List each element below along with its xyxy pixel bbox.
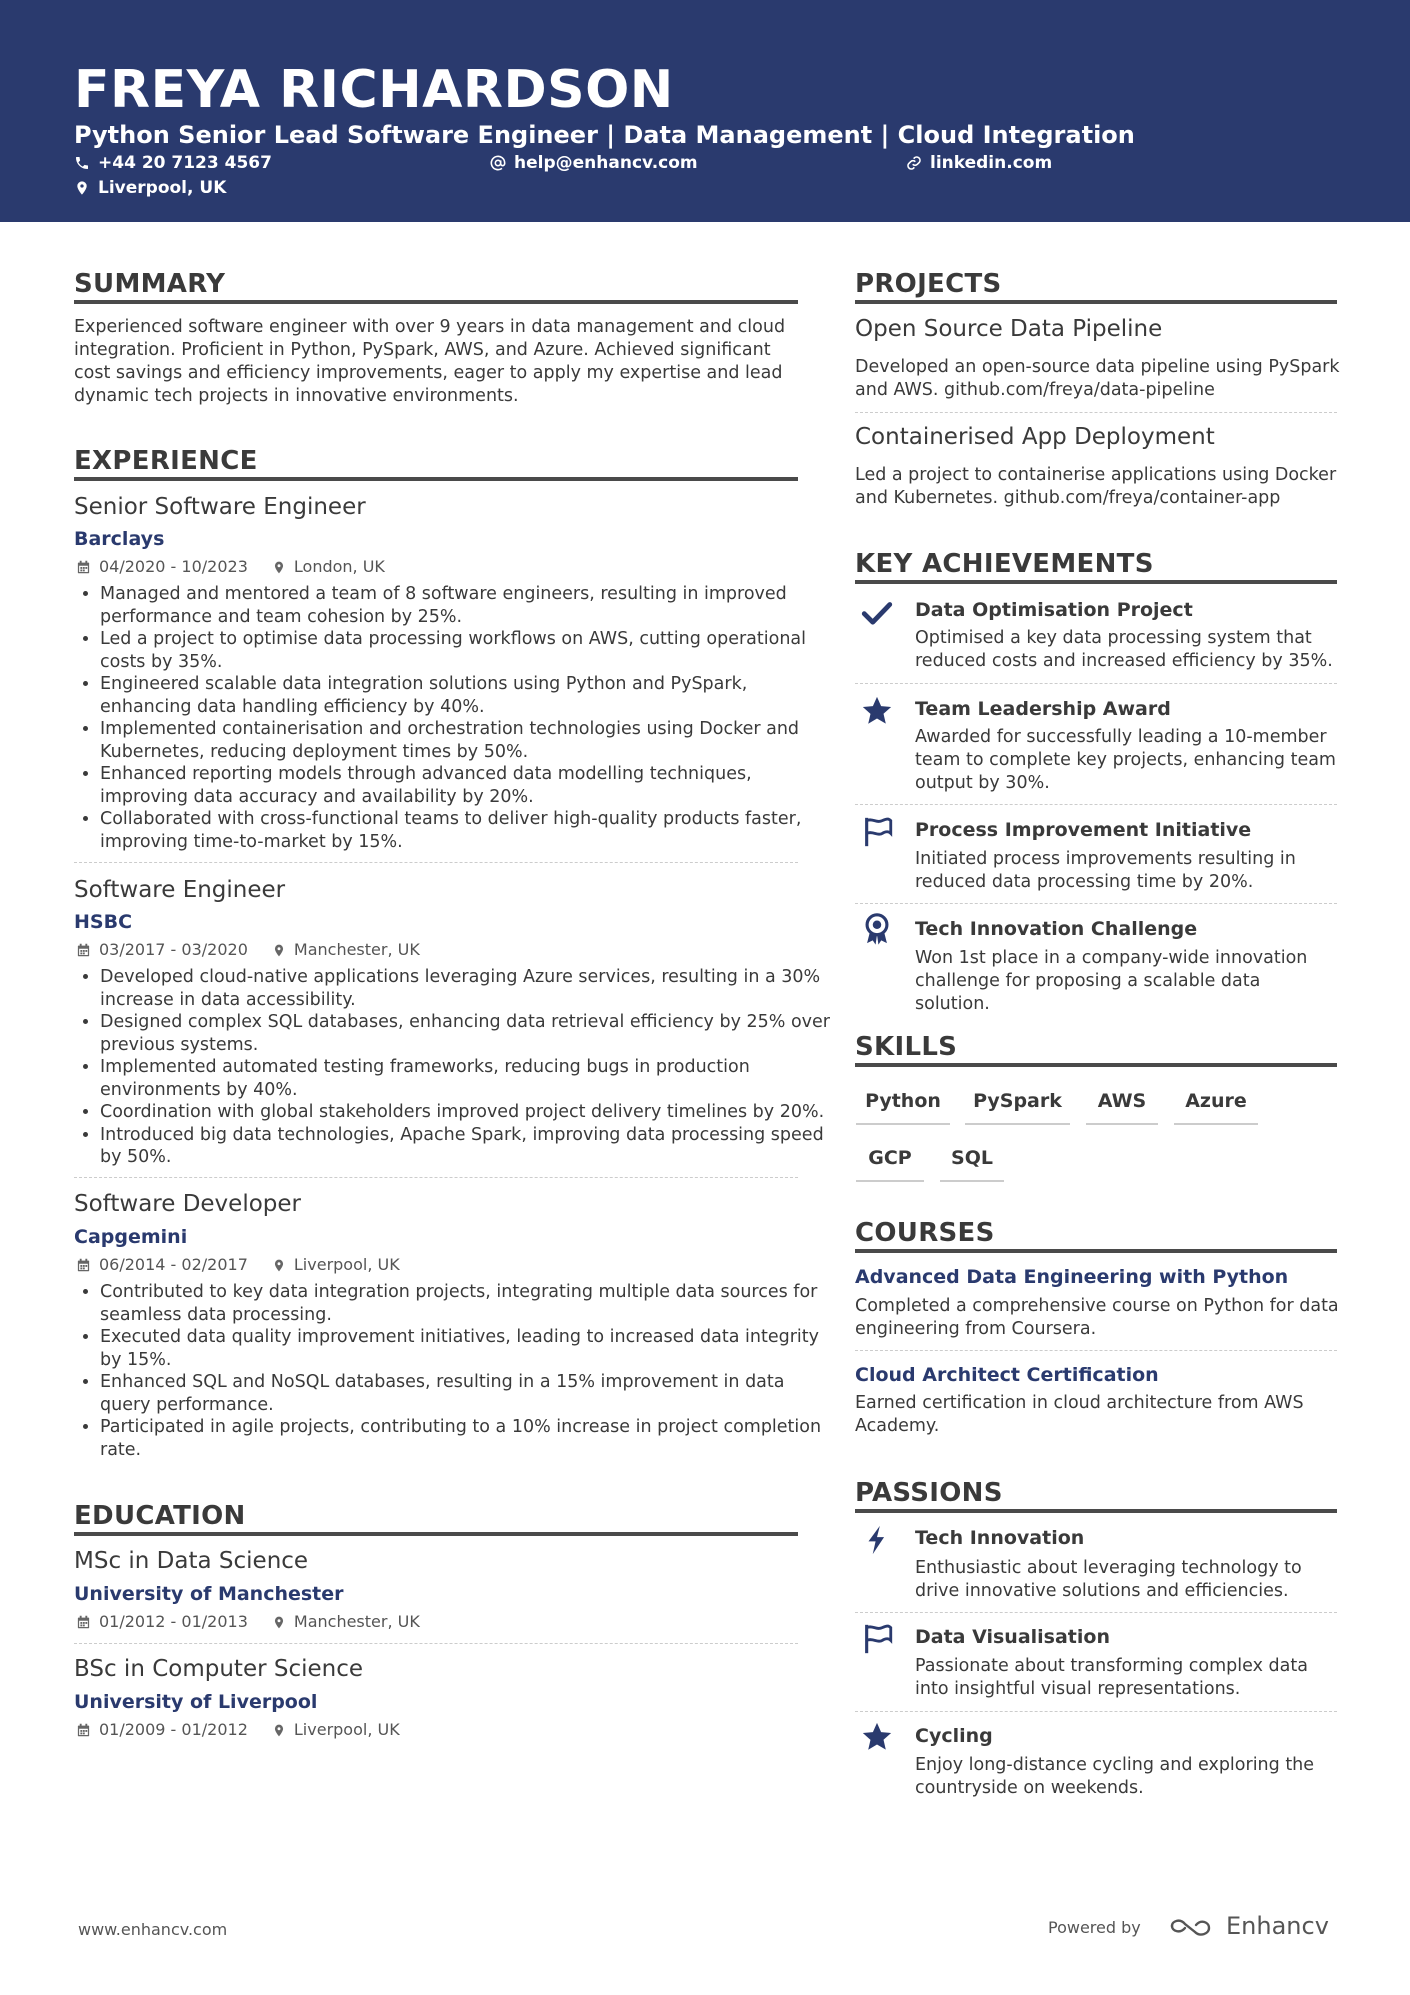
phone-contact[interactable] (74, 152, 272, 174)
achievement-desc: Optimised a key data processing system that reduced costs and increased efficiency by 35%. (915, 628, 1333, 671)
candidate-title: Python Senior Lead Software Engineer | Data Management | Cloud Integration (74, 121, 1135, 149)
school-name: University of Manchester (74, 1583, 344, 1605)
education-rule (74, 1532, 798, 1536)
calendar-icon (76, 1722, 91, 1738)
achievements-heading: KEY ACHIEVEMENTS (855, 549, 1154, 579)
job-bullet: • Implemented automated testing frameworks, reducing bugs in production environments by 40%. (100, 1056, 830, 1101)
skill-tag: AWS (1086, 1089, 1158, 1125)
job-bullet: • Coordination with global stakeholders improved project delivery timelines by 20%. (100, 1101, 830, 1124)
map-pin-icon (74, 179, 90, 197)
divider (74, 862, 798, 863)
achievement-desc: Won 1st place in a company-wide innovation challenge for proposing a scalable data solution. (915, 948, 1308, 1014)
job-bullet: • Led a project to optimise data processing workflows on AWS, cutting operational costs by 35%. (100, 628, 830, 673)
company-name: Barclays (74, 528, 165, 550)
skill-tag: GCP (856, 1146, 924, 1182)
email-text: help@enhancv.com (514, 153, 698, 173)
job-bullet: • Designed complex SQL databases, enhancing data retrieval efficiency by 25% over previous systems. (100, 1011, 830, 1056)
courses-rule (855, 1249, 1337, 1253)
calendar-icon (76, 1257, 91, 1273)
job-bullets (74, 1281, 830, 1461)
education-meta (76, 1720, 400, 1740)
achievement-title: Team Leadership Award (915, 698, 1171, 720)
projects-heading: PROJECTS (855, 269, 1002, 299)
email-contact[interactable] (490, 152, 698, 174)
footer-brand-name: Enhancv (1226, 1912, 1329, 1940)
course-title: Advanced Data Engineering with Python (855, 1266, 1289, 1288)
education-dates: 01/2009 - 01/2012 (99, 1720, 248, 1739)
flag-icon (861, 815, 895, 849)
phone-text: +44 20 7123 4567 (98, 153, 272, 173)
projects-rule (855, 300, 1337, 304)
divider (74, 1177, 798, 1178)
degree-title: MSc in Data Science (74, 1548, 309, 1574)
job-location (272, 940, 420, 960)
divider (855, 804, 1337, 805)
passion-title: Data Visualisation (915, 1626, 1110, 1648)
experience-heading: EXPERIENCE (74, 446, 258, 476)
passion-desc: Enjoy long-distance cycling and exploring the countryside on weekends. (915, 1755, 1315, 1798)
education-dates: 01/2012 - 01/2013 (99, 1612, 248, 1631)
footer-brand[interactable] (1168, 1912, 1329, 1940)
divider (855, 412, 1337, 413)
education-location-text: Liverpool, UK (293, 1720, 400, 1739)
map-pin-icon (272, 942, 286, 959)
location-text: Liverpool, UK (98, 178, 227, 198)
degree-title: BSc in Computer Science (74, 1656, 364, 1682)
phone-icon (74, 155, 90, 171)
divider (855, 1350, 1337, 1351)
job-bullet: • Introduced big data technologies, Apache Spark, improving data processing speed by 50%. (100, 1124, 830, 1169)
at-icon (490, 155, 506, 171)
summary-text: Experienced software engineer with over 9 years in data management and cloud integration. Proficient in Python, PySpark, AWS, and Azure. Achieved significant cost savings and efficiency improvements, eager to apply my expertise and lead dynamic tech projects in innovative environments. (74, 317, 786, 406)
job-bullet: • Enhanced reporting models through advanced data modelling techniques, improving data accuracy and availability by 20%. (100, 763, 830, 808)
achievement-title: Data Optimisation Project (915, 599, 1193, 621)
course-desc: Earned certification in cloud architecture from AWS Academy. (855, 1393, 1304, 1436)
project-title: Containerised App Deployment (855, 424, 1215, 450)
map-pin-icon (272, 559, 286, 576)
job-location-text: London, UK (293, 557, 385, 576)
divider (74, 1643, 798, 1644)
job-bullet: • Engineered scalable data integration solutions using Python and PySpark, enhancing data handling efficiency by 40%. (100, 673, 830, 718)
award-ribbon-icon (860, 912, 894, 946)
skill-tag: PySpark (965, 1089, 1070, 1125)
job-location (272, 1255, 400, 1275)
map-pin-icon (272, 1722, 286, 1739)
job-location-text: Liverpool, UK (293, 1255, 400, 1274)
job-meta (76, 1255, 400, 1275)
job-dates: 03/2017 - 03/2020 (99, 940, 248, 959)
achievement-desc: Initiated process improvements resulting in reduced data processing time by 20%. (915, 849, 1296, 892)
job-bullet: • Participated in agile projects, contributing to a 10% increase in project completion rate. (100, 1416, 830, 1461)
passion-desc: Enthusiastic about leveraging technology to drive innovative solutions and efficiencies. (915, 1558, 1302, 1601)
education-meta (76, 1612, 420, 1632)
project-desc: Led a project to containerise applications using Docker and Kubernetes. github.com/freya/container-app (855, 465, 1337, 508)
job-bullets (74, 583, 830, 853)
project-desc: Developed an open-source data pipeline using PySpark and AWS. github.com/freya/data-pipeline (855, 357, 1340, 400)
skill-tag: SQL (940, 1146, 1004, 1182)
education-location-text: Manchester, UK (293, 1612, 420, 1631)
star-icon (860, 694, 894, 728)
achievement-desc: Awarded for successfully leading a 10-member team to complete key projects, enhancing team output by 30%. (915, 727, 1336, 793)
linkedin-text: linkedin.com (930, 153, 1053, 173)
lightning-icon (860, 1523, 894, 1557)
passion-title: Tech Innovation (915, 1527, 1085, 1549)
job-bullet: • Implemented containerisation and orchestration technologies using Docker and Kubernetes, reducing deployment times by 50%. (100, 718, 830, 763)
skill-tag: Python (856, 1089, 950, 1125)
job-bullet: • Collaborated with cross-functional teams to deliver high-quality products faster, improving time-to-market by 15%. (100, 808, 830, 853)
divider (855, 903, 1337, 904)
course-desc: Completed a comprehensive course on Python for data engineering from Coursera. (855, 1296, 1339, 1339)
course-title: Cloud Architect Certification (855, 1364, 1159, 1386)
achievement-title: Process Improvement Initiative (915, 819, 1252, 841)
map-pin-icon (272, 1257, 286, 1274)
job-location (272, 557, 385, 577)
job-bullet: • Contributed to key data integration projects, integrating multiple data sources for seamless data processing. (100, 1281, 830, 1326)
job-bullet: • Enhanced SQL and NoSQL databases, resulting in a 15% improvement in data query performance. (100, 1371, 830, 1416)
experience-rule (74, 477, 798, 481)
company-name: Capgemini (74, 1226, 188, 1248)
job-bullets (74, 966, 830, 1169)
divider (855, 1612, 1337, 1613)
flag-icon (861, 1622, 895, 1656)
calendar-icon (76, 559, 91, 575)
linkedin-contact[interactable] (906, 152, 1052, 174)
footer-powered-by: Powered by (1048, 1918, 1141, 1937)
summary-heading: SUMMARY (74, 269, 226, 299)
job-title: Software Developer (74, 1191, 301, 1217)
job-title: Software Engineer (74, 877, 286, 903)
check-icon (860, 596, 894, 630)
achievement-title: Tech Innovation Challenge (915, 918, 1198, 940)
job-bullet: • Executed data quality improvement initiatives, leading to increased data integrity by 15%. (100, 1326, 830, 1371)
job-dates: 04/2020 - 10/2023 (99, 557, 248, 576)
star-icon (860, 1720, 894, 1754)
calendar-icon (76, 1614, 91, 1630)
candidate-name: FREYA RICHARDSON (74, 60, 674, 120)
education-location (272, 1720, 400, 1740)
education-location (272, 1612, 420, 1632)
calendar-icon (76, 942, 91, 958)
passions-heading: PASSIONS (855, 1478, 1003, 1508)
location-contact (74, 177, 226, 199)
achievements-rule (855, 580, 1337, 584)
school-name: University of Liverpool (74, 1691, 318, 1713)
link-icon (906, 155, 922, 171)
skill-tag: Azure (1174, 1089, 1258, 1125)
job-title: Senior Software Engineer (74, 494, 366, 520)
education-heading: EDUCATION (74, 1501, 246, 1531)
summary-rule (74, 300, 798, 304)
divider (855, 683, 1337, 684)
resume-header (0, 0, 1410, 222)
enhancv-logo-icon (1168, 1914, 1214, 1938)
job-meta (76, 940, 420, 960)
job-location-text: Manchester, UK (293, 940, 420, 959)
company-name: HSBC (74, 911, 133, 933)
footer-website[interactable]: www.enhancv.com (78, 1920, 228, 1939)
skills-heading: SKILLS (855, 1032, 958, 1062)
passions-rule (855, 1509, 1337, 1513)
job-bullet: • Developed cloud-native applications leveraging Azure services, resulting in a 30% increase in data accessibility. (100, 966, 830, 1011)
skills-rule (855, 1063, 1337, 1067)
project-title: Open Source Data Pipeline (855, 316, 1163, 342)
divider (855, 1711, 1337, 1712)
map-pin-icon (272, 1614, 286, 1631)
job-bullet: • Managed and mentored a team of 8 software engineers, resulting in improved performance and team cohesion by 25%. (100, 583, 830, 628)
job-dates: 06/2014 - 02/2017 (99, 1255, 248, 1274)
courses-heading: COURSES (855, 1218, 995, 1248)
passion-title: Cycling (915, 1725, 993, 1747)
job-meta (76, 557, 385, 577)
passion-desc: Passionate about transforming complex data into insightful visual representations. (915, 1656, 1308, 1699)
